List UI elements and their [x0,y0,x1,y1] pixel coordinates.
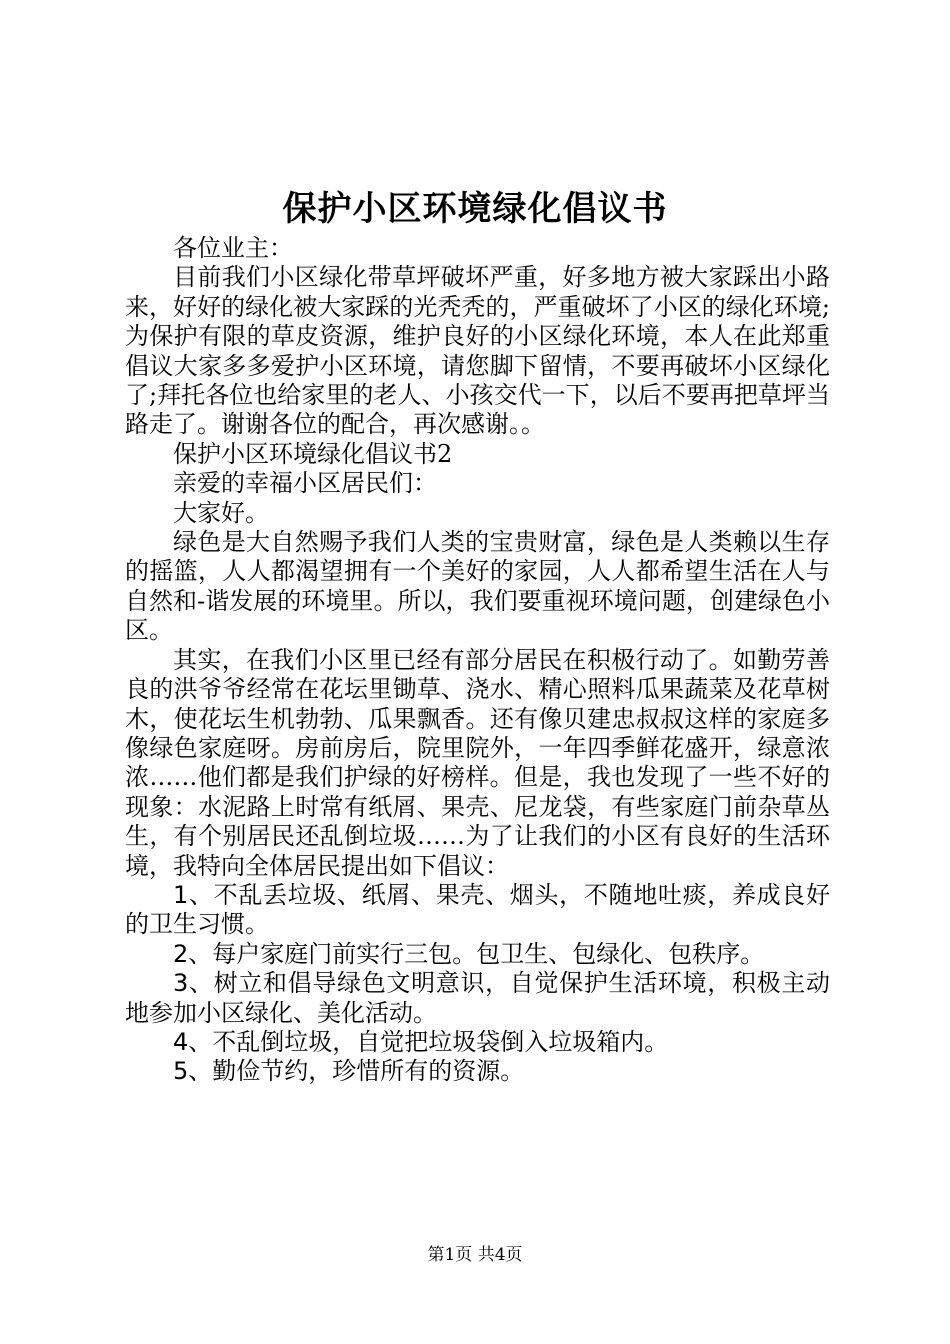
paragraph-salutation: 各位业主： [173,234,293,262]
document-title: 保护小区环境绿化倡议书 [282,189,668,229]
paragraph-hello: 大家好。 [173,498,269,527]
page-footer: 第1页 共4页 [427,1245,523,1265]
paragraph-intro: 目前我们小区绿化带草坪破坏严重，好多地方被大家踩出小路来，好好的绿化被大家踩的光秃秃的，严重破坏了小区的绿化环境;为保护有限的草皮资源，维护良好的小区绿化环境，本人在此郑重倡议大家多多爱护小区环境，请您脚下留情，不要再破坏小区绿化了;拜托各位也给家里的老人、小孩交代一下，以后不要再把草坪当路走了。谢谢各位的配合，再次感谢。。 [125,263,830,439]
proposal-item: 1、不乱丢垃圾、纸屑、果壳、烟头，不随地吐痰，养成良好的卫生习惯。 [125,880,830,939]
document-body [125,234,830,1087]
paragraph-greeting-residents: 亲爱的幸福小区居民们： [173,469,437,498]
proposal-item [125,940,830,969]
proposal-item-text: 2、每户家庭门前实行三包。 [173,939,477,968]
paragraph-actions: 其实，在我们小区里已经有部分居民在积极行动了。如勤劳善良的洪爷爷经常在花坛里锄草、浇水、精心照料瓜果蔬菜及花草树木，使花坛生机勃勃、瓜果飘香。还有像贝建忠叔叔这样的家庭多像绿色家庭呀。房前房后，院里院外，一年四季鲜花盛开，绿意浓浓……他们都是我们护绿的好榜样。但是，我也发现了一些不好的现象：水泥路上时常有纸屑、果壳、尼龙袋，有些家庭门前杂草丛生，有个别居民还乱倒垃圾……为了让我们的小区有良好的生活环境，我特向全体居民提出如下倡议： [125,645,830,880]
proposal-item-tail: 包卫生、包绿化、包秩序。 [476,939,765,968]
proposal-item: 5、勤俭节约，珍惜所有的资源。 [173,1057,525,1086]
proposal-item: 3、树立和倡导绿色文明意识，自觉保护生活环境，积极主动地参加小区绿化、美化活动。 [125,969,830,1027]
paragraph-green: 绿色是大自然赐予我们人类的宝贵财富，绿色是人类赖以生存的摇篮，人人都渴望拥有一个美好的家园，人人都希望生活在人与自然和-谐发展的环境里。所以，我们要重视环境问题，创建绿色小区。 [125,528,830,645]
proposal-item: 4、不乱倒垃圾，自觉把垃圾袋倒入垃圾箱内。 [173,1027,669,1056]
paragraph-subtitle: 保护小区环境绿化倡议书2 [173,439,453,468]
